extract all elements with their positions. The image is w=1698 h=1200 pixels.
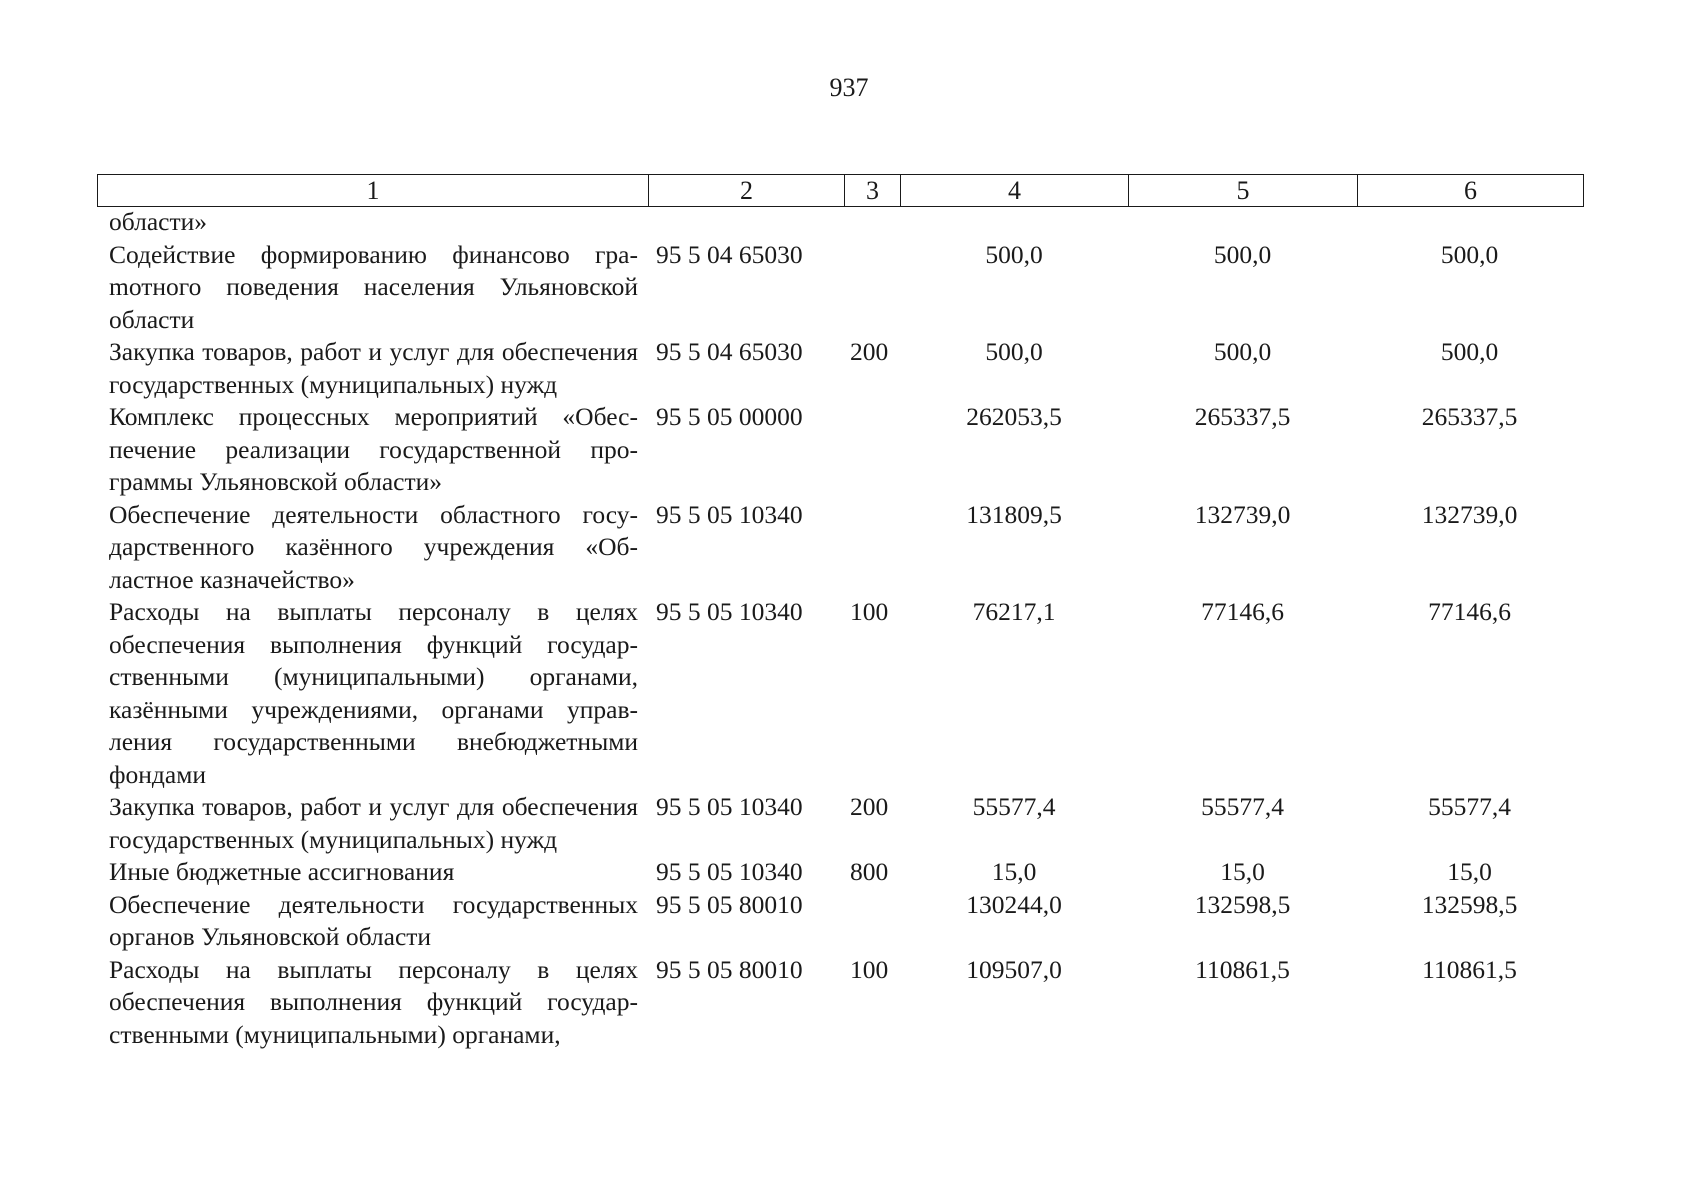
column-header-1: 1 <box>98 175 649 206</box>
row-target-article: 95 5 05 80010 <box>656 889 803 919</box>
row-name: Закупка товаров, работ и услуг для обеспечения государственных (муниципальных) нужд <box>109 337 638 399</box>
row-value-col6: 110861,5 <box>1422 954 1517 984</box>
row-value-col6 <box>1357 206 1582 239</box>
row-value-col6: 77146,6 <box>1428 597 1511 626</box>
table-row <box>97 889 1587 954</box>
row-value-col4: 131809,5 <box>966 499 1062 529</box>
column-header-4: 4 <box>901 175 1129 206</box>
row-value-col6: 132598,5 <box>1421 889 1518 919</box>
row-target-article: 95 5 05 10340 <box>656 597 803 626</box>
row-value-col4: 15,0 <box>991 857 1037 886</box>
row-value-col4: 500,0 <box>985 239 1043 269</box>
row-expense-type <box>844 499 900 597</box>
row-name: области» <box>109 207 207 236</box>
row-name: Обеспечение деятельности государственных органов Ульяновской области <box>109 889 638 951</box>
row-value-col5 <box>1128 206 1357 239</box>
table-body <box>97 206 1587 1051</box>
row-value-col5: 15,0 <box>1220 857 1265 886</box>
row-value-col4: 76217,1 <box>972 597 1056 626</box>
table-row <box>97 856 1587 889</box>
row-expense-type <box>844 206 900 239</box>
row-name: Обеспечение деятельности областного государственного казённого учреждения «Областное казначейство» <box>109 499 638 594</box>
row-value-col6: 132739,0 <box>1421 499 1518 529</box>
column-header-5: 5 <box>1129 175 1358 206</box>
row-name: Расходы на выплаты персоналу в целях обеспечения выполнения функций государственными (муниципальными) органами, казёнными учреждениями, органами управления государственными внебюджетными фондами <box>109 597 638 789</box>
row-value-col6: 500,0 <box>1440 337 1499 366</box>
row-target-article: 95 5 05 00000 <box>656 402 803 431</box>
row-target-article: 95 5 04 65030 <box>656 337 803 366</box>
row-value-col5: 132739,0 <box>1194 499 1291 529</box>
row-target-article: 95 5 04 65030 <box>656 239 803 269</box>
row-value-col4: 109507,0 <box>966 954 1062 984</box>
row-name: Иные бюджетные ассигнования <box>109 857 455 886</box>
row-value-col4: 130244,0 <box>966 889 1062 919</box>
row-value-col5: 265337,5 <box>1194 402 1291 431</box>
row-value-col4: 55577,4 <box>972 792 1056 821</box>
row-expense-type: 800 <box>850 857 889 886</box>
table-row <box>97 401 1587 499</box>
page-number: 937 <box>829 73 869 102</box>
table-row <box>97 499 1587 597</box>
row-name: Комплекс процессных мероприятий «Обеспечение реализации государственной программы Ульяновской области» <box>109 402 638 496</box>
row-expense-type <box>844 401 900 499</box>
row-target-article: 95 5 05 10340 <box>656 792 803 821</box>
column-header-3: 3 <box>845 175 901 206</box>
row-value-col6: 265337,5 <box>1421 402 1518 431</box>
row-name: Содействие формированию финансово граmотного поведения населения Ульяновской области <box>109 239 638 334</box>
table-header <box>97 174 1584 207</box>
row-expense-type <box>844 239 900 337</box>
table-row <box>97 791 1587 856</box>
row-value-col6: 55577,4 <box>1428 792 1511 821</box>
row-name: Закупка товаров, работ и услуг для обеспечения государственных (муниципальных) нужд <box>109 792 638 854</box>
table-row <box>97 596 1587 791</box>
column-header-6: 6 <box>1464 176 1477 205</box>
row-expense-type: 200 <box>850 337 889 366</box>
table-row <box>97 336 1587 401</box>
row-value-col5: 132598,5 <box>1194 889 1291 919</box>
row-value-col6: 15,0 <box>1447 857 1492 886</box>
row-value-col4: 500,0 <box>985 337 1043 366</box>
row-value-col5: 55577,4 <box>1201 792 1284 821</box>
row-value-col5: 110861,5 <box>1195 954 1290 984</box>
row-target-article: 95 5 05 10340 <box>656 499 803 529</box>
row-name: Расходы на выплаты персоналу в целях обеспечения выполнения функций государственными (муниципальными) органами, <box>109 954 638 1049</box>
row-value-col5: 500,0 <box>1213 239 1272 269</box>
table-row <box>97 954 1587 1052</box>
row-expense-type: 200 <box>850 792 889 821</box>
row-expense-type: 100 <box>850 597 889 626</box>
row-expense-type: 100 <box>850 954 889 984</box>
row-value-col5: 77146,6 <box>1201 597 1284 626</box>
row-expense-type <box>844 889 900 954</box>
row-value-col4: 262053,5 <box>966 402 1062 431</box>
row-target-article <box>638 206 844 239</box>
table-row <box>97 239 1587 337</box>
row-value-col5: 500,0 <box>1213 337 1272 366</box>
row-target-article: 95 5 05 10340 <box>656 857 803 886</box>
row-target-article: 95 5 05 80010 <box>656 954 803 984</box>
row-value-col6: 500,0 <box>1440 239 1499 269</box>
row-value-col4 <box>900 206 1128 239</box>
column-header-2: 2 <box>649 175 845 206</box>
table-row <box>97 206 1587 239</box>
